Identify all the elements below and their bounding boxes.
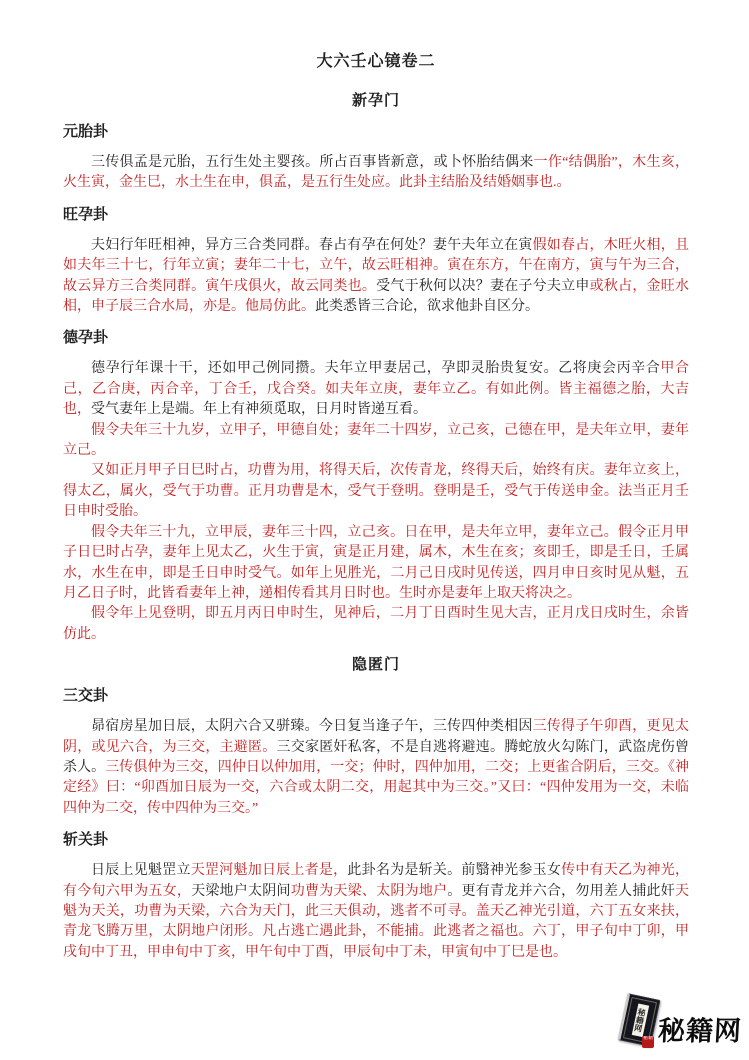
paragraph: [63, 236, 689, 318]
brand-text: 秘籍网: [657, 1016, 743, 1046]
watermark-logo: [616, 994, 741, 1056]
document-sections: [63, 91, 689, 963]
seal-icon: 秘籍: [642, 1036, 654, 1048]
body-text: 昴宿房星加日辰，太阴六合又骈臻。今日复当逢子午，三传四仲类相因: [91, 719, 533, 735]
annotation-text: 三传得子午卯酉，更见太阴，或见六合，为三交，主避匿。: [63, 719, 690, 755]
section-heading: 旺孕卦: [63, 206, 109, 223]
body-text: 。更有青龙并六合，勿用差人捕此奸: [447, 883, 676, 899]
body-text: 此卦名为是斩关。前翳神光参玉女: [347, 863, 562, 879]
body-text: 受气于秋何以决？妻在子兮夫立申: [376, 278, 590, 294]
document-title: 大六壬心镜卷二: [316, 53, 436, 70]
document-content: [63, 52, 689, 963]
body-text: 夫妇行年旺相神，异方三合类同群。春占有孕在何处？妻午夫年立在寅: [91, 237, 533, 253]
annotation-text: 假如春占，木旺火相，且如夫年三十七，行年立寅；妻年二十七，立午，故云旺相神。寅在东方，午在南方，寅与午为三合，故云异方三合类同群。寅午戌俱火，故云同类也。: [63, 237, 690, 294]
chapter-title: 新孕门: [351, 93, 400, 109]
annotation-text: 又如正月甲子日巳时占，功曹为用，将得天后，次传青龙，终得天后，始终有庆。妻年立亥上，得太乙，属火，受气于功曹。正月功曹是木，受气于登明。登明是壬，受气于传送申金。法当正月壬日申时受胎。: [63, 463, 689, 520]
paragraph: [63, 523, 689, 605]
paragraph: [63, 604, 689, 645]
book-icon: [617, 993, 660, 1047]
annotation-text: 三传俱仲为三交，四仲日以仲加用，一交；仲时，四仲加用，二交；上更雀合阴后，三交。《神定经》曰：“卯酉加日辰为一交，六合或太阴二交，用起其中为三交。”又曰：“四仲发用为一交，未临四仲为二交，传中四仲为三交。”: [63, 759, 690, 816]
paragraph: [63, 461, 689, 522]
chapter-title: 隐匿门: [351, 657, 400, 674]
paragraph: [63, 717, 689, 819]
annotation-text: 天魁为天关，功曹为天梁，六合为天门，此三天俱动，逃者不可寻。盖天乙神光引道，六丁五女来扶，青龙飞腾万里，太阴地户闭形。凡占逃亡遇此卦，不能捕。此逃者之福也。六丁，甲子旬中丁卯，甲戌旬中丁丑，甲申旬中丁亥，甲午旬中丁酉，甲辰旬中丁未，甲寅旬中丁巳是也。: [63, 883, 690, 960]
section-heading: 元胎卦: [63, 124, 109, 140]
annotation-text: 或秋占，金旺水相，申子辰三合水局，亦是。他局仿此。: [63, 278, 690, 315]
annotation-text: 假令夫年三十九岁，立甲子，甲德自处；妻年二十四岁，立己亥，己德在甲，是夫年立甲，妻年立己。: [63, 422, 689, 459]
annotation-text: 假令夫年三十九，立甲辰，妻年三十四，立己亥。日在甲，是夫年立甲，妻年立己。假令正月甲子日巳时占孕，妻年上见太乙，火生于寅，寅是正月建，属木，木生在亥；亥即壬，即是壬日，壬属水，水生在申，即是壬日申时受气。如年上见胜光，二月己日戌时见传送，四月申日亥时见从魁，五月乙日子时，此皆看妻年上神，递相传看其月日时也。生时亦是妻年上取天将决之。: [63, 524, 689, 601]
body-text: 天梁地户太阴间: [191, 883, 291, 899]
body-text: 三交家匿奸私客，不是自逃将避迍。腾蛇放火勾陈门，武盗虎伤曾杀人。: [63, 739, 690, 775]
body-text: 日辰上见魁罡立: [91, 863, 191, 879]
body-text: 三传俱孟是元胎，五行生处主婴孩。所占百事皆新意，或卜怀胎结偶来: [91, 155, 534, 170]
body-text: 受气妻年上是端。年上有神须觅取，日月时皆递互看。: [91, 402, 427, 418]
annotation-text: 假令年上见登明，即五月丙日申时生，见神后，二月丁日酉时生见大吉，正月戊日戌时生，余皆仿此。: [63, 606, 689, 642]
paragraph: [63, 359, 689, 420]
section-heading: 三交卦: [63, 688, 109, 705]
paragraph: [63, 861, 689, 963]
section-heading: 斩关卦: [63, 832, 109, 849]
body-text: 此类悉皆三合论，欲求他卦自区分。: [315, 299, 539, 315]
annotation-text: 天罡河魁加日辰上者是，: [190, 863, 348, 879]
annotation-text: 功曹为天梁、太阴为地户: [290, 883, 448, 899]
book-label: 秘籍网: [631, 1003, 648, 1037]
annotation-text: 甲合己，乙合庚，丙合辛，丁合壬，戊合癸。如夫年立庚，妻年立乙。有如此例。皆主福德之胎，大吉也，: [63, 361, 690, 418]
annotation-text: 一作“结偶胎”，木生亥，火生寅，金生巳，水土生在申，俱孟，是五行生处应。此卦主结胎及结婚姻事也.。: [63, 155, 690, 191]
paragraph: [63, 153, 689, 194]
body-text: 德孕行年课十干，还如甲己例同攒。夫年立甲妻居己，孕即灵胎贵复安。乙将庚会丙辛合: [91, 361, 661, 377]
section-heading: 德孕卦: [63, 330, 109, 347]
annotation-text: 传中有天乙为神光，有今旬六甲为五女，: [63, 863, 690, 899]
paragraph: [63, 421, 689, 462]
